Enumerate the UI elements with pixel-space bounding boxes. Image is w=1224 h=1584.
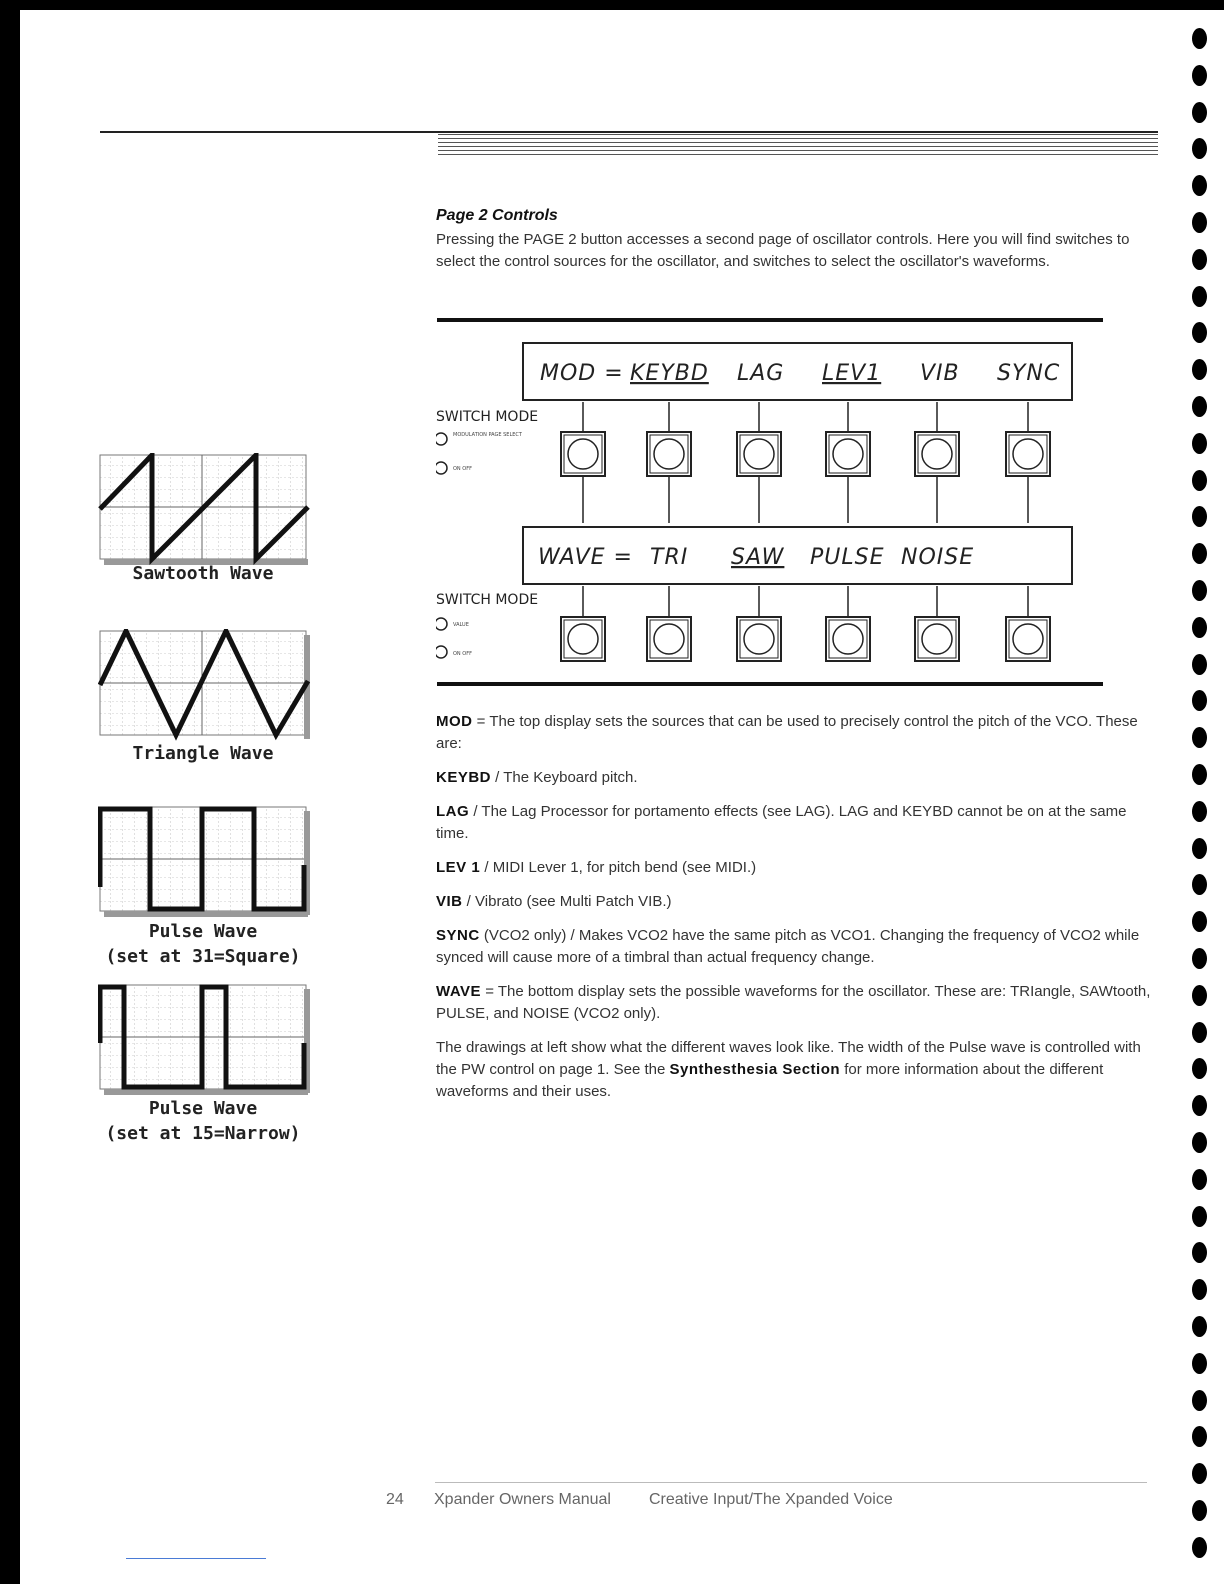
binding-hole	[1192, 1022, 1207, 1043]
mod-mode-led-1	[436, 433, 447, 445]
binding-hole	[1192, 359, 1207, 380]
mod-mode-led-2	[436, 462, 447, 474]
mod-option-lev1: LEV1	[822, 361, 882, 386]
binding-hole	[1192, 838, 1207, 859]
mod-mode-option-1: MODULATION PAGE SELECT	[453, 432, 522, 438]
mod-button-2[interactable]	[647, 432, 691, 476]
wave-button-1[interactable]	[561, 617, 605, 661]
binding-hole	[1192, 1316, 1207, 1337]
panel-top-rule	[437, 318, 1103, 322]
square-pulse-caption-1: Pulse Wave	[148, 921, 258, 942]
mod-mode-option-2: ON OFF	[453, 466, 472, 472]
mod-button-4[interactable]	[826, 432, 870, 476]
panel-bottom-rule	[437, 682, 1103, 686]
sawtooth-caption: Sawtooth Wave	[132, 563, 274, 584]
binding-hole	[1192, 138, 1207, 159]
binding-hole	[1192, 1132, 1207, 1153]
binding-hole	[1192, 470, 1207, 491]
definition-sync: SYNC (VCO2 only) / Makes VCO2 have the same pitch as VCO1. Changing the frequency of VCO2 while synced will cause more of a timbral than actual frequency change.	[436, 927, 1140, 966]
oscillator-page2-panel	[436, 340, 1086, 670]
binding-hole	[1192, 1058, 1207, 1079]
wave-button-4[interactable]	[826, 617, 870, 661]
binding-hole	[1192, 690, 1207, 711]
definition-wave: WAVE = The bottom display sets the possible waveforms for the oscillator. These are: TRIangle, SAWtooth, PULSE, and NOISE (VCO2 only).	[436, 983, 1151, 1022]
narrow-pulse-caption-1: Pulse Wave	[148, 1098, 258, 1119]
square-pulse-wave-figure	[98, 805, 310, 918]
definitions-body	[436, 711, 1158, 1115]
binding-hole	[1192, 506, 1207, 527]
header-stripes	[438, 134, 1158, 156]
binding-hole	[1192, 212, 1207, 233]
wave-display-label: WAVE =	[538, 545, 633, 570]
wave-mode-led-2	[436, 646, 447, 658]
binding-hole	[1192, 874, 1207, 895]
binding-hole	[1192, 1537, 1207, 1558]
binding-hole	[1192, 1279, 1207, 1300]
definition-lag: LAG / The Lag Processor for portamento effects (see LAG). LAG and KEYBD cannot be on at the same time.	[436, 803, 1127, 842]
binding-hole	[1192, 1095, 1207, 1116]
binding-hole	[1192, 249, 1207, 270]
binding-hole	[1192, 727, 1207, 748]
binding-hole	[1192, 1169, 1207, 1190]
section-title: Page 2 Controls	[436, 207, 558, 224]
mod-option-sync: SYNC	[997, 361, 1061, 386]
binding-hole	[1192, 175, 1207, 196]
binding-hole	[1192, 580, 1207, 601]
binding-holes	[1188, 28, 1212, 1568]
binding-hole	[1192, 1242, 1207, 1263]
mod-button-6[interactable]	[1006, 432, 1050, 476]
definition-mod: MOD = The top display sets the sources that can be used to precisely control the pitch of the VCO. These are:	[436, 713, 1138, 752]
wave-mode-led-1	[436, 618, 447, 630]
sawtooth-wave-figure	[98, 453, 310, 566]
wave-option-noise: NOISE	[901, 545, 975, 570]
mod-option-vib: VIB	[920, 361, 960, 386]
footer-manual-title: Xpander Owners Manual	[434, 1491, 611, 1508]
wave-mode-option-2: ON OFF	[453, 651, 472, 657]
binding-hole	[1192, 286, 1207, 307]
narrow-pulse-caption-2: (set at 15=Narrow)	[105, 1123, 301, 1144]
binding-hole	[1192, 65, 1207, 86]
mod-button-row	[561, 402, 1050, 523]
mod-option-lag: LAG	[737, 361, 785, 386]
closing-paragraph: The drawings at left show what the different waves look like. The width of the Pulse wave is controlled with the PW control on page 1. See the Synthesthesia Section for more information about the different waveforms and their uses.	[436, 1039, 1141, 1100]
scan-top-border	[0, 0, 1224, 10]
definition-keybd: KEYBD / The Keyboard pitch.	[436, 769, 638, 786]
binding-hole	[1192, 396, 1207, 417]
mod-display-label: MOD =	[540, 361, 624, 386]
narrow-pulse-wave-figure	[98, 983, 310, 1096]
binding-hole	[1192, 617, 1207, 638]
mod-switch-mode-label: SWITCH MODE	[436, 409, 539, 425]
binding-hole	[1192, 1390, 1207, 1411]
wave-option-saw: SAW	[731, 545, 785, 570]
footer-rule	[435, 1482, 1147, 1483]
binding-hole	[1192, 764, 1207, 785]
wave-option-pulse: PULSE	[810, 545, 885, 570]
scan-left-border	[0, 0, 20, 1584]
square-pulse-caption-2: (set at 31=Square)	[105, 946, 301, 967]
wave-button-3[interactable]	[737, 617, 781, 661]
triangle-wave-figure	[98, 629, 310, 742]
binding-hole	[1192, 433, 1207, 454]
wave-button-2[interactable]	[647, 617, 691, 661]
mod-option-keybd: KEYBD	[630, 361, 709, 386]
binding-hole	[1192, 1206, 1207, 1227]
wave-button-6[interactable]	[1006, 617, 1050, 661]
definition-vib: VIB / Vibrato (see Multi Patch VIB.)	[436, 893, 672, 910]
header-rule	[100, 131, 1158, 133]
wave-button-5[interactable]	[915, 617, 959, 661]
mod-button-3[interactable]	[737, 432, 781, 476]
footer-chapter-title: Creative Input/The Xpanded Voice	[649, 1491, 893, 1508]
binding-hole	[1192, 985, 1207, 1006]
binding-hole	[1192, 948, 1207, 969]
triangle-caption: Triangle Wave	[132, 743, 274, 764]
page-number: 24	[386, 1491, 404, 1508]
intro-paragraph: Pressing the PAGE 2 button accesses a second page of oscillator controls. Here you will find switches to select the control sources for the oscillator, and switches to select the oscillator's waveforms.	[436, 231, 1130, 270]
binding-hole	[1192, 1426, 1207, 1447]
definition-lev1: LEV 1 / MIDI Lever 1, for pitch bend (see MIDI.)	[436, 859, 757, 876]
wave-switch-mode-label: SWITCH MODE	[436, 592, 539, 608]
wave-option-tri: TRI	[650, 545, 689, 570]
mod-button-1[interactable]	[561, 432, 605, 476]
binding-hole	[1192, 1353, 1207, 1374]
mod-button-5[interactable]	[915, 432, 959, 476]
binding-hole	[1192, 102, 1207, 123]
binding-hole	[1192, 1463, 1207, 1484]
binding-hole	[1192, 543, 1207, 564]
binding-hole	[1192, 654, 1207, 675]
wave-mode-option-1: VALUE	[453, 622, 469, 628]
wave-button-row	[561, 586, 1050, 661]
binding-hole	[1192, 801, 1207, 822]
binding-hole	[1192, 28, 1207, 49]
binding-hole	[1192, 911, 1207, 932]
binding-hole	[1192, 1500, 1207, 1521]
binding-hole	[1192, 322, 1207, 343]
scan-edge-line	[126, 1558, 266, 1559]
